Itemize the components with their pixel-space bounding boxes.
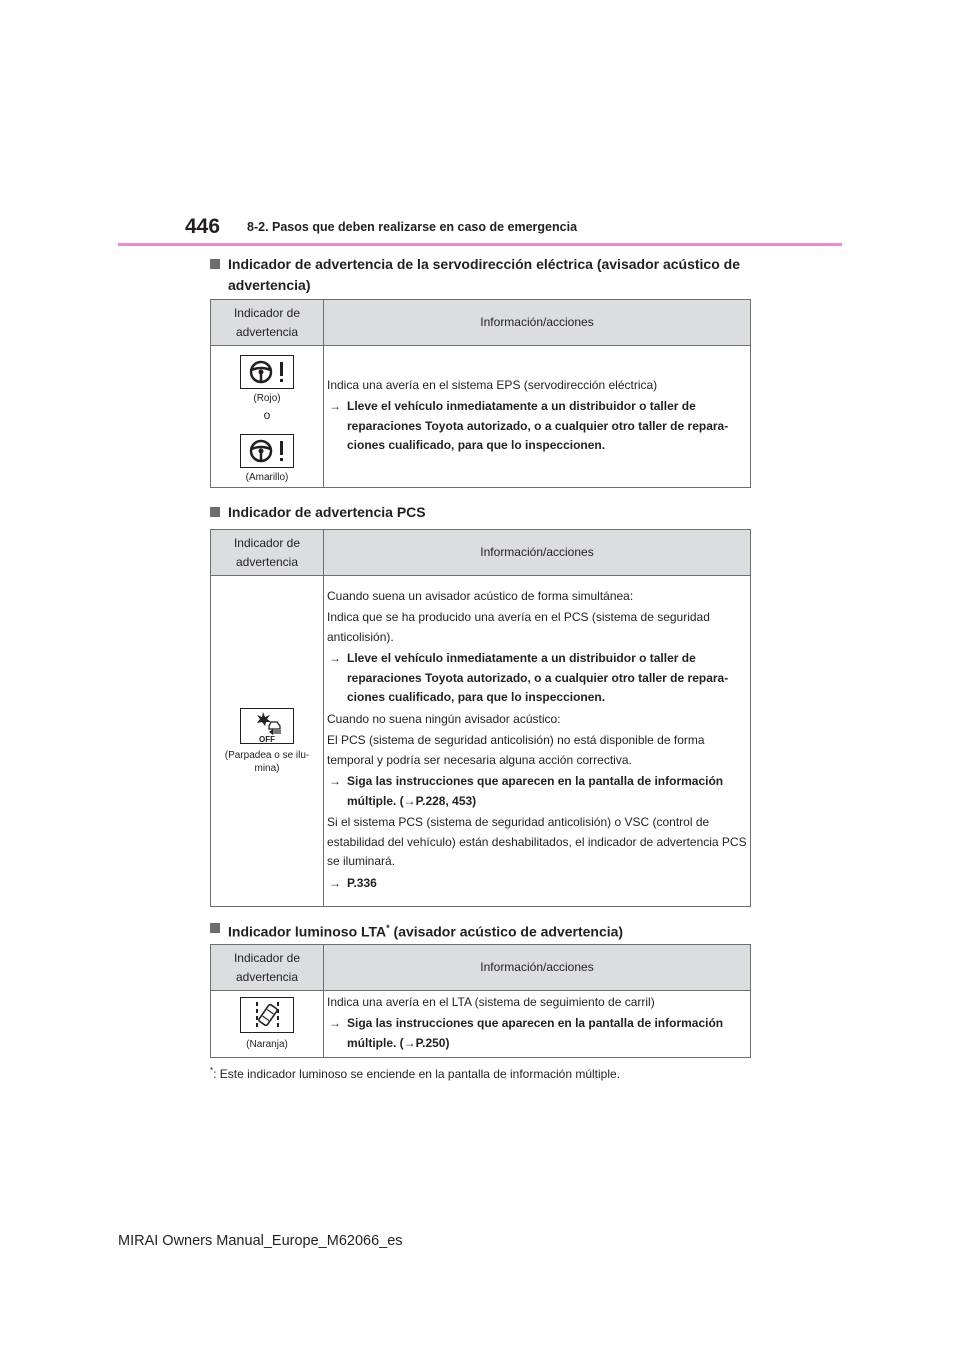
pcs-off-icon — [240, 708, 294, 744]
pcs-p5: Si el sistema PCS (sistema de seguridad anticolisión) o VSC (control de estabilidad del vehículo) están deshabilitados, el indicador de advertencia PCS se iluminará. — [327, 815, 747, 869]
lta-icon — [240, 997, 294, 1033]
pcs-action-2 — [327, 772, 747, 811]
pcs-p3: Cuando no suena ningún avisador acústico: — [327, 711, 561, 726]
header-rule — [118, 243, 842, 246]
lta-info-text: Indica una avería en el LTA (sistema de seguimiento de carril) — [327, 994, 655, 1009]
heading-lta — [210, 918, 748, 943]
col-header-indicator: Indicador de advertencia — [211, 530, 324, 576]
col-header-info: Información/acciones — [324, 300, 751, 346]
icon-or: o — [263, 408, 271, 422]
eps-info-text: Indica una avería en el sistema EPS (servodirección eléctrica) — [327, 377, 658, 392]
heading-pcs — [210, 502, 748, 523]
col-header-indicator: Indicador de advertencia — [211, 945, 324, 991]
pcs-p4: El PCS (sistema de seguridad anticolisión) no está disponible de forma temporal y podría ser necesaria alguna acción correctiva. — [327, 733, 705, 767]
pcs-p2: Indica que se ha producido una avería en el PCS (sistema de seguridad anticolisión). — [327, 610, 710, 644]
section-header: 8-2. Pasos que deben realizarse en caso de emergencia — [247, 220, 578, 234]
bullet-square — [210, 259, 220, 269]
pcs-action-1 — [327, 649, 747, 708]
bullet-square — [210, 507, 220, 517]
icon-label-pcs: (Parpadea o se ilu-mina) — [224, 749, 310, 774]
lta-info-cell — [324, 991, 751, 1058]
col-header-indicator: Indicador de advertencia — [211, 300, 324, 346]
pcs-action-3-link[interactable]: P.336 — [347, 875, 377, 890]
pcs-action-2-text: Siga las instrucciones que aparecen en la pantalla de información múltiple. (→P.228, 453) — [347, 774, 724, 808]
eps-icon-cell — [211, 346, 324, 488]
svg-text:OFF: OFF — [259, 734, 275, 743]
lta-table — [210, 944, 751, 1058]
arrow-icon: → — [329, 1016, 341, 1031]
eps-table — [210, 299, 751, 488]
page-number: 446 — [185, 215, 221, 238]
heading-lta-text: Indicador luminoso LTA* (avisador acústico de advertencia) — [228, 923, 624, 940]
pcs-table — [210, 529, 751, 907]
arrow-icon: → — [329, 399, 341, 413]
bullet-square — [210, 923, 220, 933]
pcs-info-cell — [324, 576, 751, 907]
pcs-p1: Cuando suena un avisador acústico de forma simultánea: — [327, 588, 634, 603]
heading-eps — [210, 254, 748, 296]
lta-action-text: Siga las instrucciones que aparecen en la pantalla de información múltiple. (→P.250) — [347, 1016, 724, 1050]
eps-info-cell — [324, 346, 751, 488]
footnote: *: Este indicador luminoso se enciende en la pantalla de información múltiple. — [210, 1066, 621, 1081]
steering-warning-icon — [240, 355, 294, 389]
heading-eps-text: Indicador de advertencia de la servodirección eléctrica (avisador acústico de advertencia) — [228, 256, 740, 293]
col-header-info: Información/acciones — [324, 530, 751, 576]
arrow-icon: → — [329, 875, 341, 890]
pcs-action-3 — [327, 874, 747, 894]
pcs-icon-cell — [211, 576, 324, 907]
icon-label-red: (Rojo) — [253, 393, 281, 404]
eps-action — [327, 397, 747, 456]
arrow-icon: → — [329, 774, 341, 789]
icon-label-yellow: (Amarillo) — [245, 472, 289, 483]
lta-icon-cell — [211, 991, 324, 1058]
footer-doc-title: MIRAI Owners Manual_Europe_M62066_es — [118, 1233, 403, 1249]
lta-action — [327, 1014, 747, 1053]
icon-label-orange: (Naranja) — [246, 1039, 288, 1050]
steering-warning-icon — [240, 434, 294, 468]
pcs-action-1-text: Lleve el vehículo inmediatamente a un distribuidor o taller de reparaciones Toyota autorizado, o a cualquier otro taller de repara-ciones cualificado, para que lo inspeccionen. — [347, 651, 729, 705]
heading-pcs-text: Indicador de advertencia PCS — [228, 504, 426, 520]
arrow-icon: → — [329, 651, 341, 666]
col-header-info: Información/acciones — [324, 945, 751, 991]
eps-action-text: Lleve el vehículo inmediatamente a un distribuidor o taller de reparaciones Toyota autorizado, o a cualquier otro taller de repara-ciones cualificado, para que lo inspeccionen. — [347, 399, 729, 452]
